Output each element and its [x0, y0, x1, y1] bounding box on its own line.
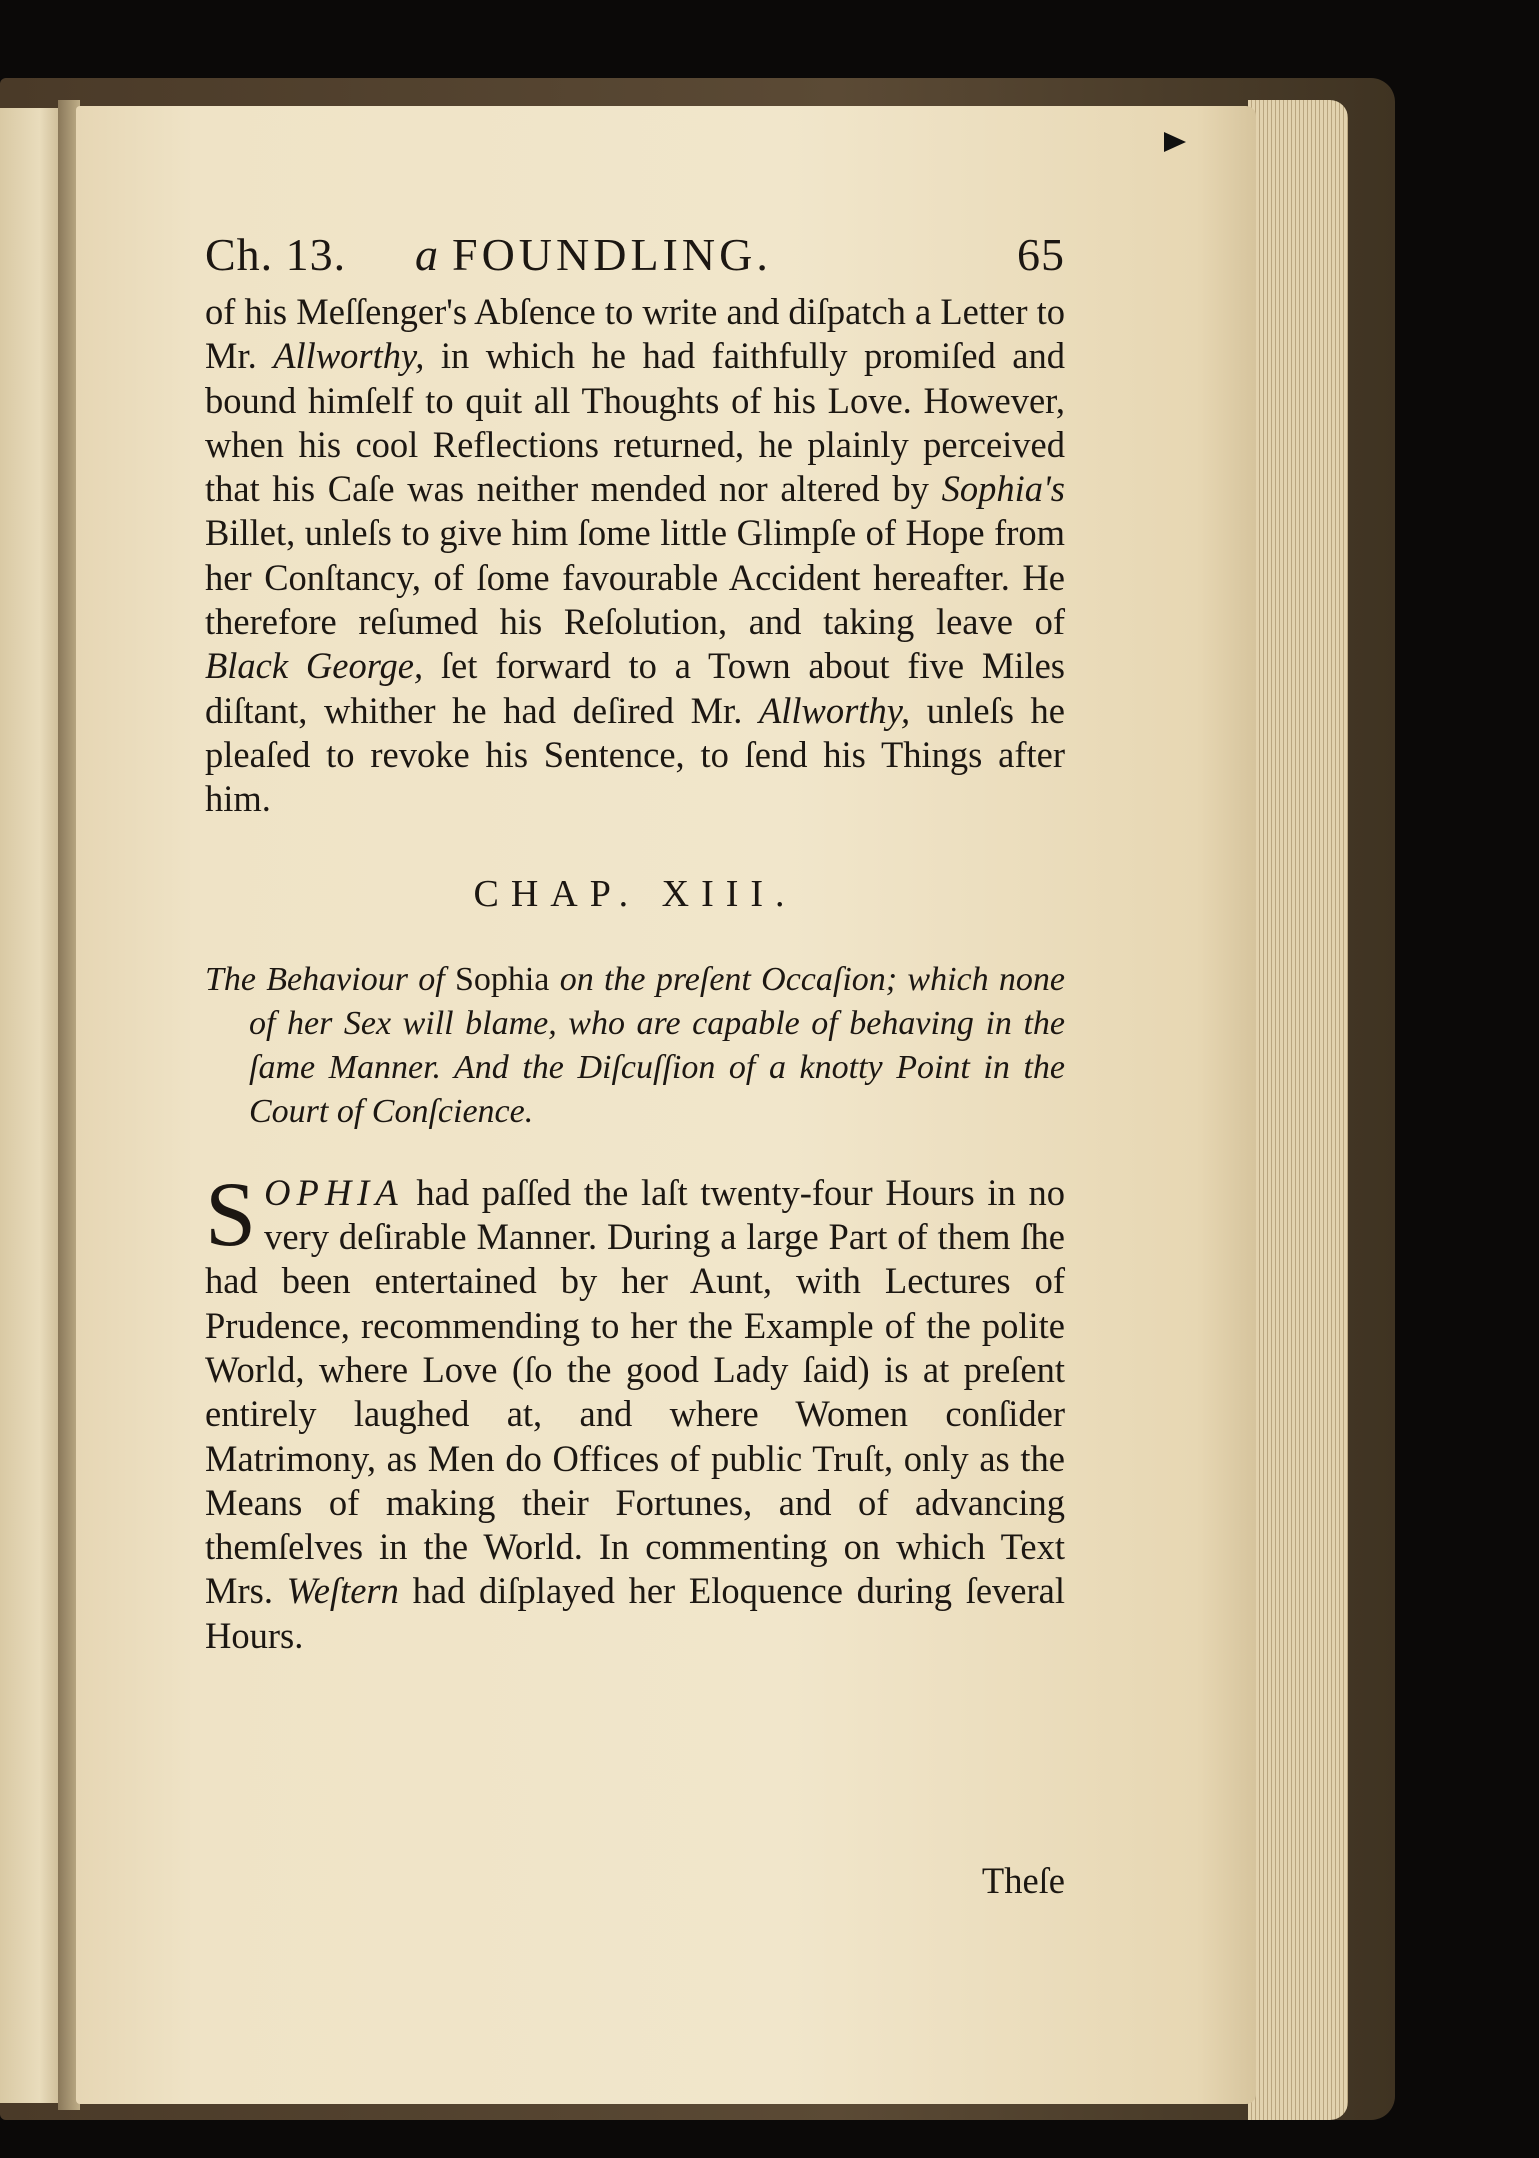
- text-run: Billet, unleſs to give him ſome little Glimpſe of Hope from her Conſtancy, of ſome favourable Accident hereafter. He therefore reſumed his Reſolution, and taking leave of: [205, 512, 1065, 643]
- running-title: [415, 228, 772, 281]
- catchword: Theſe: [981, 1860, 1065, 1901]
- page-number: 65: [1017, 229, 1065, 280]
- italic-name: Black George,: [205, 645, 424, 687]
- left-page-edge: [0, 108, 66, 2103]
- chapter-heading: CHAP. XIII.: [473, 872, 797, 915]
- text-run: of his Meſſenger's Abſence to write and diſpatch a Letter to Mr.: [205, 291, 1065, 377]
- text-run: had diſplayed her Eloquence during ſeveral Hours.: [205, 1570, 1065, 1656]
- running-title-word: FOUNDLING.: [452, 229, 772, 280]
- body-paragraph: [205, 1162, 1065, 1658]
- text-run: ſet forward to a Town about five Miles diſtant, whither he had deſired Mr.: [205, 645, 1065, 731]
- opening-paragraph: [205, 290, 1065, 822]
- drop-cap: S: [205, 1162, 257, 1265]
- page-text-block: [205, 228, 1066, 1901]
- text-run: in which he had faithfully promiſed and bound himſelf to quit all Thoughts of his Love. However, when his cool Reflections returned, he plainly perceived that his Caſe was neither mended nor altered by: [205, 335, 1065, 510]
- page-edges: [1248, 100, 1348, 2120]
- italic-name: Allworthy,: [273, 335, 425, 377]
- italic-name: Sophia's: [941, 468, 1065, 510]
- chapter-reference: Ch. 13.: [205, 229, 347, 280]
- text-run: The Behaviour of: [205, 960, 455, 998]
- text-run: unleſs he pleaſed to revoke his Sentence, to ſend his Things after him.: [205, 689, 1066, 820]
- italic-name: Weſtern: [286, 1570, 399, 1612]
- running-header: [205, 228, 1065, 290]
- running-title-article: a: [415, 229, 442, 280]
- text-run: had paſſed the laſt twenty-four Hours in no very deſirable Manner. During a large Part of them ſhe had been entertained by her Aunt, with Lectures of Prudence, recommending to her the Example of the polite World, where Love (ſo the good Lady ſaid) is at preſent entirely laughed at, and where Women conſider Matrimony, as Men do Offices of public Truſt, only as the Means of making their Fortunes, and of advancing themſelves in the World. In commenting on which Text Mrs.: [205, 1171, 1065, 1612]
- lead-name: OPHIA: [264, 1171, 404, 1213]
- chapter-synopsis: [205, 958, 1065, 1135]
- roman-name: Sophia: [454, 960, 550, 998]
- page-marker-icon: [1164, 132, 1186, 152]
- text-run: on the preſent Occaſion; which none of her Sex will blame, who are capable of behaving in the ſame Manner. And the Diſcuſſion of a knotty Point in the Court of Conſcience.: [249, 960, 1065, 1131]
- italic-name: Allworthy,: [758, 689, 911, 731]
